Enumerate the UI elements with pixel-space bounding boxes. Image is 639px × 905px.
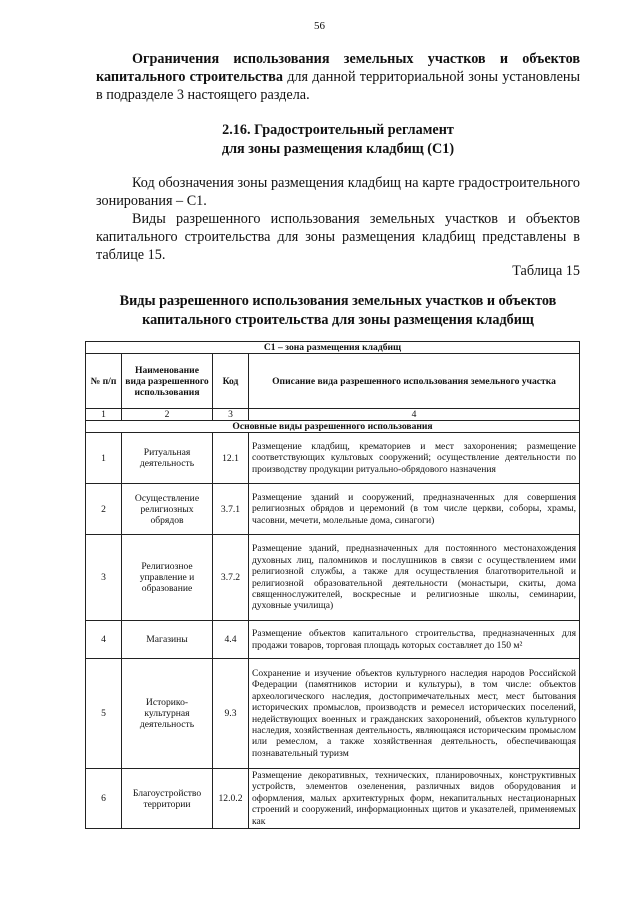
table-title-line2: капитального строительства для зоны размещения кладбищ — [142, 312, 534, 328]
intro-bold: Ограничения использования земельных участков и объектов капитального строительства — [96, 51, 580, 85]
row-name: Благоустройство территории — [122, 769, 213, 829]
row-desc: Размещение декоративных, технических, планировочных, конструктивных устройств, элементов озеленения, различных видов оборудования и оформления, малых архитектурных форм, некапитальных нестационарных строений и сооружений, информационных щитов и указателей, применяемых как — [249, 769, 580, 829]
row-num: 1 — [86, 433, 122, 484]
row-name: Ритуальная деятельность — [122, 433, 213, 484]
row-desc: Размещение объектов капитального строительства, предназначенных для продажи товаров, торговая площадь которых составляет до 150 м² — [249, 621, 580, 659]
col-header-desc: Описание вида разрешенного использования земельного участка — [249, 354, 580, 409]
intro-paragraph — [96, 50, 580, 104]
row-code: 12.1 — [213, 433, 249, 484]
intro-rest: для данной территориальной зоны установлены в подразделе 3 настоящего раздела. — [96, 69, 580, 103]
col-header-name: Наименование вида разрешенного использования — [122, 354, 213, 409]
section-row: Основные виды разрешенного использования — [86, 421, 580, 433]
row-code: 3.7.2 — [213, 535, 249, 621]
table-row — [86, 621, 580, 659]
paragraph-types: Виды разрешенного использования земельных участков и объектов капитального строительства для зоны размещения кладбищ представлены в таблице 15. — [96, 211, 580, 263]
col-number: 1 — [86, 409, 122, 421]
section-title-line1: 2.16. Градостроительный регламент — [222, 122, 454, 138]
table-row — [86, 484, 580, 535]
row-num: 2 — [86, 484, 122, 535]
table-label: Таблица 15 — [512, 263, 580, 279]
col-number: 3 — [213, 409, 249, 421]
row-name: Осуществление религиозных обрядов — [122, 484, 213, 535]
row-desc: Размещение зданий и сооружений, предназначенных для совершения религиозных обрядов и церемоний (в том числе церкви, соборы, храмы, часовни, мечети, молельные дома, синагоги) — [249, 484, 580, 535]
col-header-num: № п/п — [86, 354, 122, 409]
row-desc: Сохранение и изучение объектов культурного наследия народов Российской Федерации (памятников истории и культуры), в том числе: объектов археологического наследия, достопримечательных мест, мест бытования исторических промыслов, производств и ремесел исторических поселений, недействующих военных и гражданских захоронений, объектов культурного наследия, хозяйственная деятельность, являющаяся историческим промыслом или ремеслом, а также хозяйственная деятельность, обеспечивающая познавательный туризм — [249, 659, 580, 769]
row-desc: Размещение зданий, предназначенных для постоянного местонахождения духовных лиц, паломников и послушников в связи с осуществлением ими религиозной службы, а также для осуществления благотворительной и религиозной образовательной деятельности (монастыри, скиты, дома священнослужителей, воскресные и религиозные школы, семинарии, духовные училища) — [249, 535, 580, 621]
row-num: 3 — [86, 535, 122, 621]
col-header-code: Код — [213, 354, 249, 409]
table-row — [86, 535, 580, 621]
row-code: 9.3 — [213, 659, 249, 769]
table-row — [86, 659, 580, 769]
land-use-table — [85, 341, 580, 829]
row-num: 4 — [86, 621, 122, 659]
col-number: 4 — [249, 409, 580, 421]
row-code: 3.7.1 — [213, 484, 249, 535]
zone-header: С1 – зона размещения кладбищ — [86, 342, 580, 354]
row-desc: Размещение кладбищ, крематориев и мест захоронения; размещение соответствующих культовых сооружений; осуществление деятельности по производству продукции ритуально-обрядового назначения — [249, 433, 580, 484]
row-name: Историко-культурная деятельность — [122, 659, 213, 769]
paragraph-code: Код обозначения зоны размещения кладбищ на карте градостроительного зонирования – С1. — [96, 175, 580, 209]
row-num: 5 — [86, 659, 122, 769]
table-row — [86, 769, 580, 829]
row-name: Магазины — [122, 621, 213, 659]
row-num: 6 — [86, 769, 122, 829]
row-code: 4.4 — [213, 621, 249, 659]
table-row — [86, 433, 580, 484]
col-number: 2 — [122, 409, 213, 421]
row-code: 12.0.2 — [213, 769, 249, 829]
table-title-line1: Виды разрешенного использования земельных участков и объектов — [119, 293, 557, 309]
row-name: Религиозное управление и образование — [122, 535, 213, 621]
page-number: 56 — [314, 20, 325, 32]
section-title-line2: для зоны размещения кладбищ (С1) — [221, 141, 455, 157]
